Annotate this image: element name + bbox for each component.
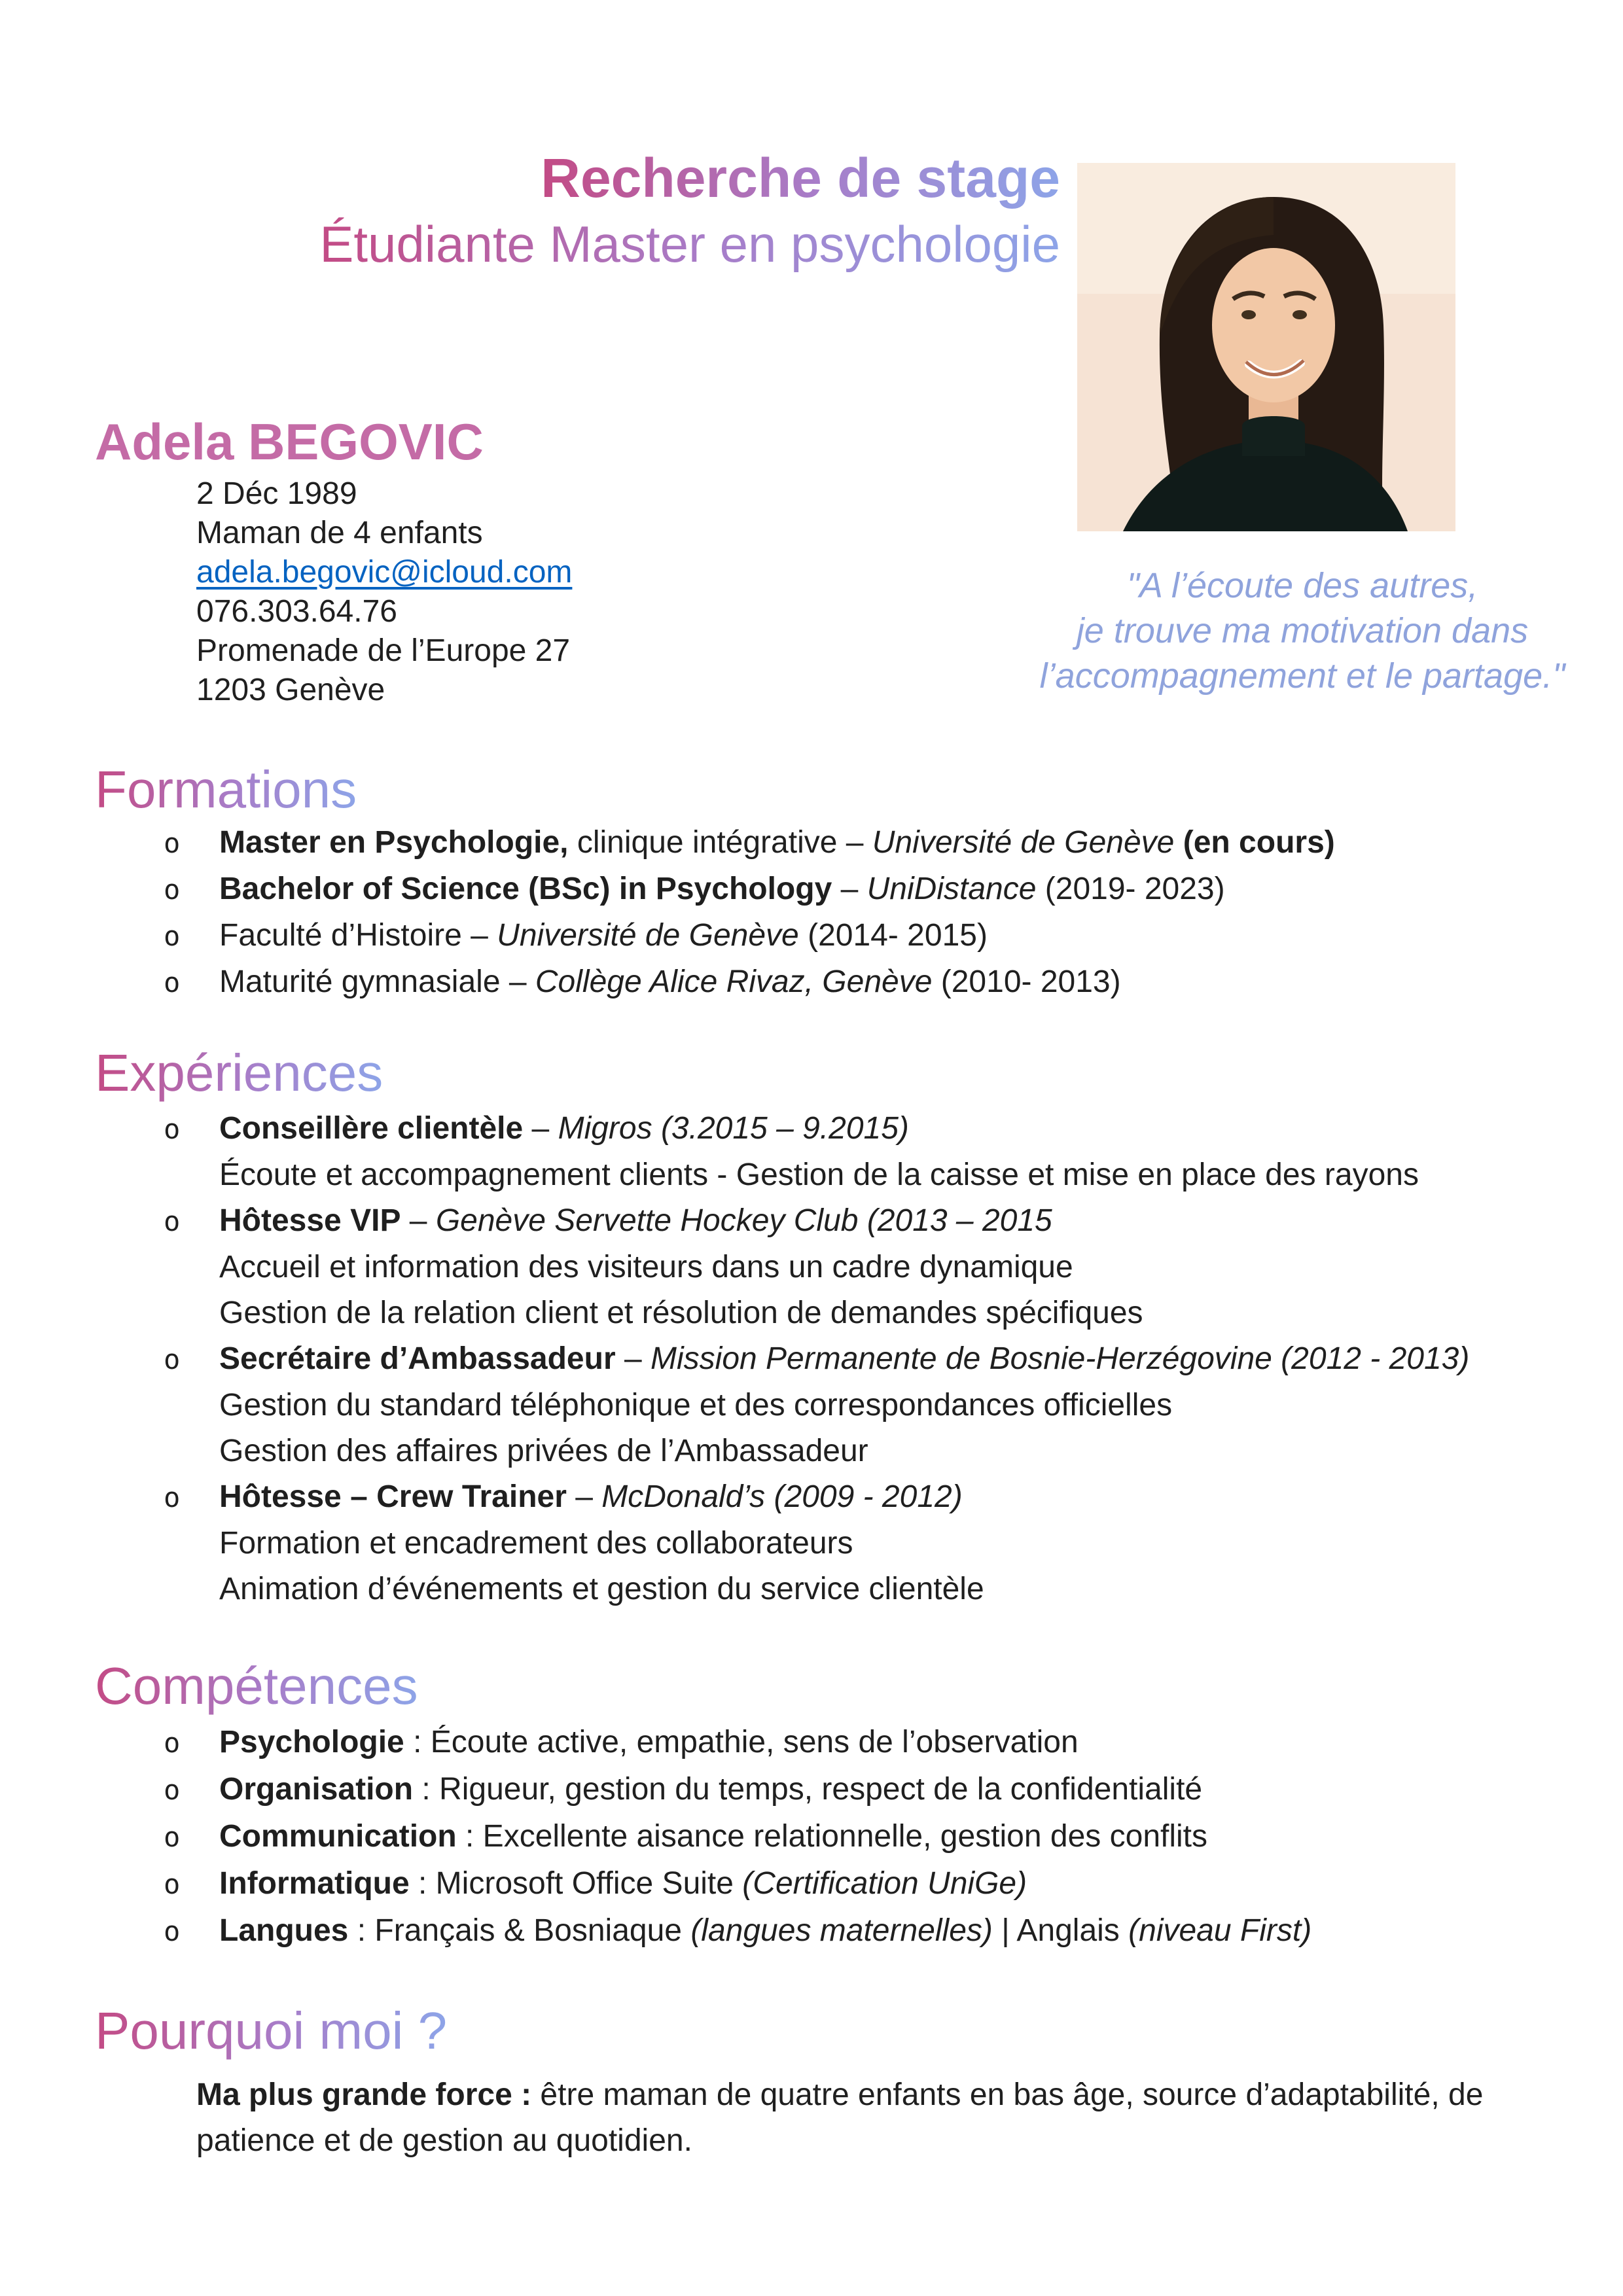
candidate-name: Adela BEGOVIC xyxy=(95,413,484,470)
experience-title: o Hôtesse VIP – Genève Servette Hockey Club (2013 – 2015 xyxy=(164,1198,1538,1245)
competence-item: o Organisation : Rigueur, gestion du temps, respect de la confidentialité xyxy=(164,1766,1538,1813)
experience-detail: Accueil et information des visiteurs dans un cadre dynamique xyxy=(219,1250,1073,1284)
section-heading-formations: Formations xyxy=(95,755,357,824)
phone-number: 076.303.64.76 xyxy=(196,594,397,629)
quote-line: "A l’écoute des autres, xyxy=(1126,566,1478,605)
experience-detail: Animation d’événements et gestion du service clientèle xyxy=(219,1572,984,1606)
address-street: Promenade de l’Europe 27 xyxy=(196,633,571,668)
competence-item: o Communication : Excellente aisance relationnelle, gestion des conflits xyxy=(164,1813,1538,1860)
experience-item xyxy=(164,1198,1538,1336)
bullet-icon: o xyxy=(164,1727,181,1759)
address-city: 1203 Genève xyxy=(196,673,385,707)
bullet-icon: o xyxy=(164,1481,181,1513)
competences-list xyxy=(164,1719,1538,1954)
bullet-icon: o xyxy=(164,1205,181,1237)
email-link[interactable]: adela.begovic@icloud.com xyxy=(196,555,573,590)
bullet-icon: o xyxy=(164,966,181,998)
page-subtitle: Étudiante Master en psychologie xyxy=(319,211,1060,278)
experience-detail: Formation et encadrement des collaborateurs xyxy=(219,1526,853,1561)
formation-item: o Faculté d’Histoire – Université de Genève (2014- 2015) xyxy=(164,913,1538,959)
bullet-icon: o xyxy=(164,920,181,952)
why-me-paragraph: Ma plus grande force : être maman de quatre enfants en bas âge, source d’adaptabilité, de patience et de gestion au quotidien. xyxy=(196,2077,1484,2158)
formation-item: o Bachelor of Science (BSc) in Psychology – UniDistance (2019- 2023) xyxy=(164,866,1538,913)
bullet-icon: o xyxy=(164,874,181,906)
section-heading-why-me: Pourquoi moi ? xyxy=(95,1996,447,2065)
section-heading-competences: Compétences xyxy=(95,1651,418,1720)
experience-item xyxy=(164,1336,1538,1474)
competence-item: o Psychologie : Écoute active, empathie, sens de l’observation xyxy=(164,1719,1538,1766)
experiences-list xyxy=(164,1106,1538,1612)
email-line xyxy=(196,553,572,592)
bullet-icon: o xyxy=(164,1113,181,1145)
formation-item: o Master en Psychologie, clinique intégrative – Université de Genève (en cours) xyxy=(164,820,1538,866)
family-status: Maman de 4 enfants xyxy=(196,516,483,550)
bullet-icon: o xyxy=(164,1343,181,1375)
competence-item: o Langues : Français & Bosniaque (langues maternelles) | Anglais (niveau First) xyxy=(164,1907,1538,1954)
formations-list xyxy=(164,820,1538,1006)
quote-line: je trouve ma motivation dans xyxy=(1076,611,1529,650)
quote xyxy=(1021,563,1584,699)
bullet-icon: o xyxy=(164,1774,181,1806)
contact-block xyxy=(196,474,572,710)
header-title-block xyxy=(0,145,1060,278)
bullet-icon: o xyxy=(164,827,181,859)
experience-title: o Conseillère clientèle – Migros (3.2015 – 9.2015) xyxy=(164,1106,1538,1152)
experience-item xyxy=(164,1106,1538,1198)
experience-title: o Secrétaire d’Ambassadeur – Mission Permanente de Bosnie-Herzégovine (2012 - 2013) xyxy=(164,1336,1538,1383)
experience-item xyxy=(164,1474,1538,1612)
profile-photo xyxy=(1077,163,1455,531)
section-heading-experiences: Expériences xyxy=(95,1038,383,1107)
bullet-icon: o xyxy=(164,1821,181,1853)
formation-item: o Maturité gymnasiale – Collège Alice Rivaz, Genève (2010- 2013) xyxy=(164,959,1538,1006)
experience-detail: Écoute et accompagnement clients - Gestion de la caisse et mise en place des rayons xyxy=(219,1157,1419,1192)
experience-detail: Gestion des affaires privées de l’Ambassadeur xyxy=(219,1434,868,1468)
quote-line: l’accompagnement et le partage." xyxy=(1039,656,1565,696)
competence-item: o Informatique : Microsoft Office Suite (Certification UniGe) xyxy=(164,1860,1538,1907)
experience-detail: Gestion de la relation client et résolution de demandes spécifiques xyxy=(219,1296,1143,1330)
experience-detail: Gestion du standard téléphonique et des correspondances officielles xyxy=(219,1388,1173,1422)
birthdate: 2 Déc 1989 xyxy=(196,476,357,511)
experience-title: o Hôtesse – Crew Trainer – McDonald’s (2009 - 2012) xyxy=(164,1474,1538,1521)
page-title: Recherche de stage xyxy=(541,145,1060,211)
bullet-icon: o xyxy=(164,1868,181,1900)
bullet-icon: o xyxy=(164,1915,181,1947)
